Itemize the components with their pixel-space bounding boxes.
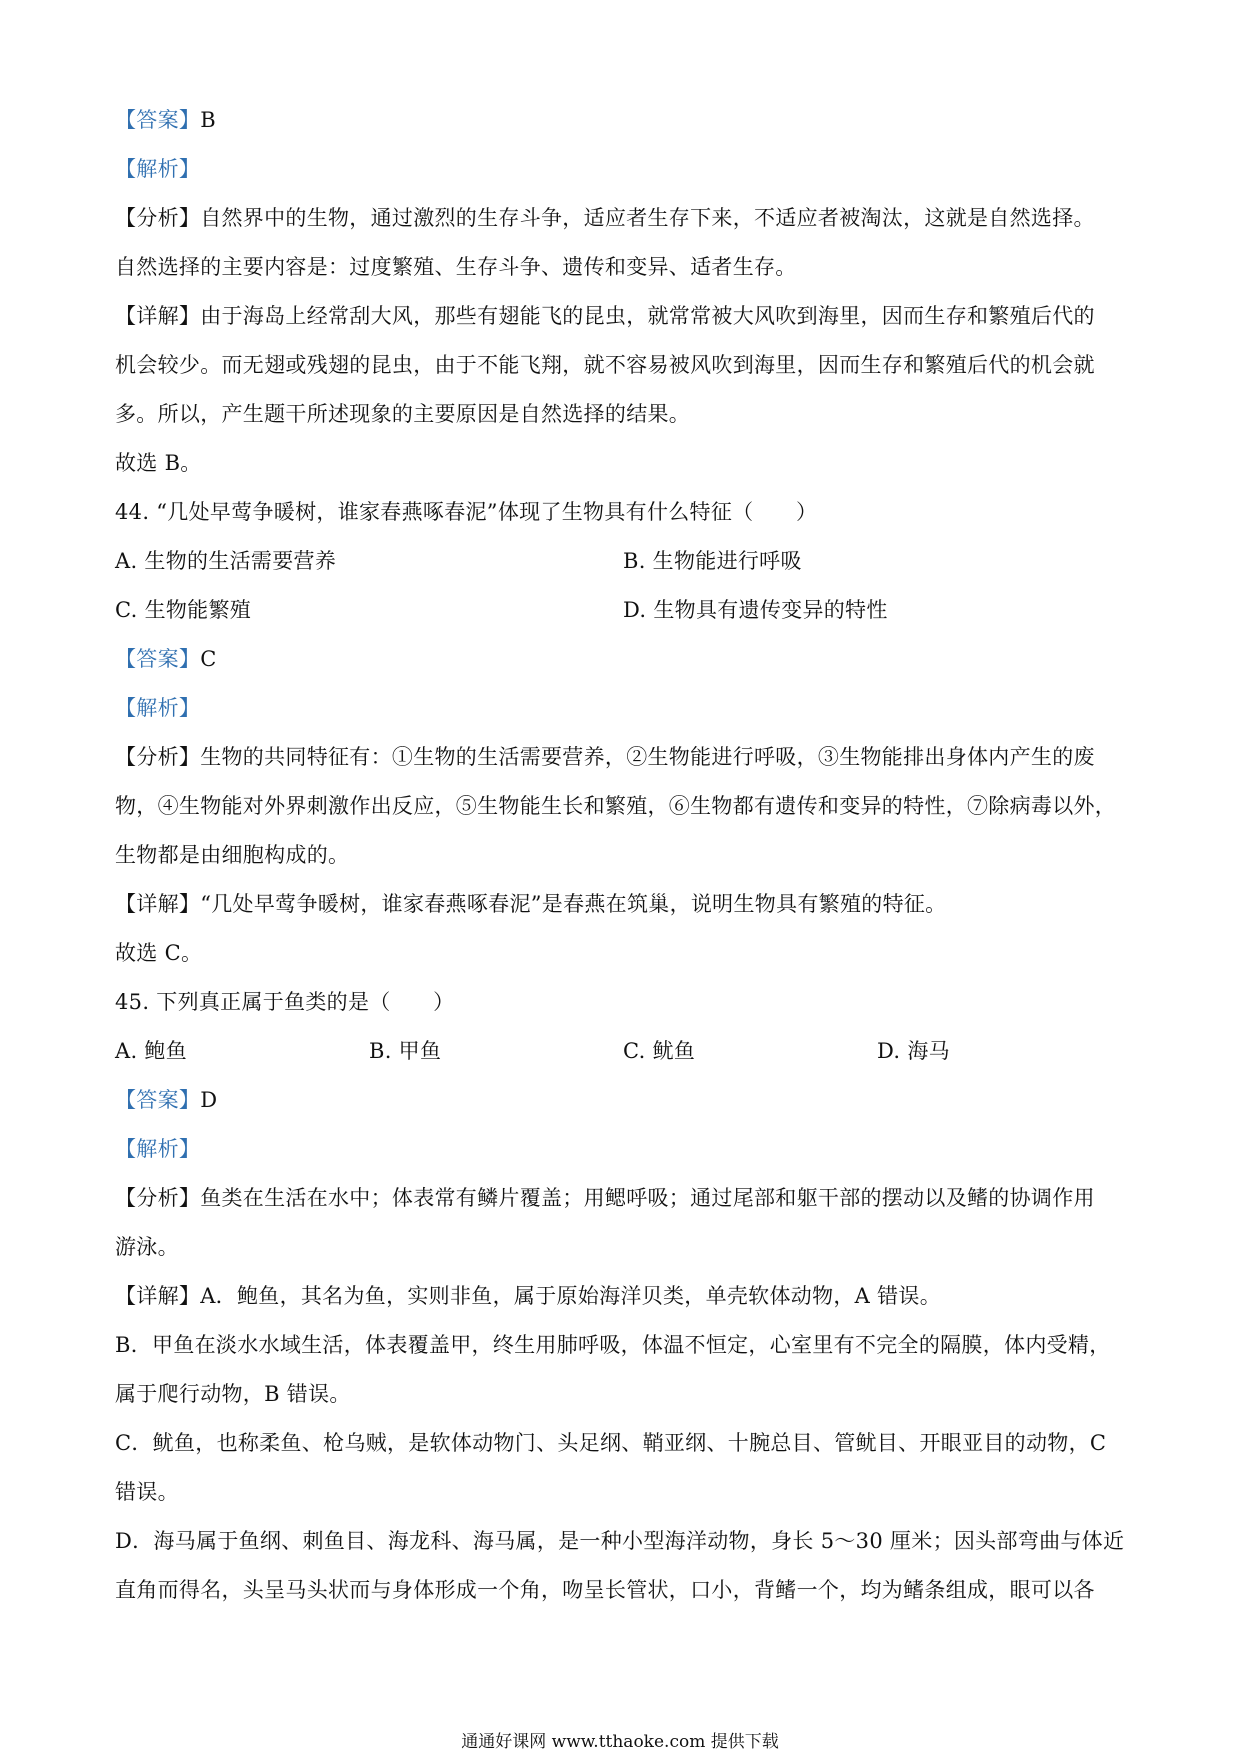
section-tag: 【详解】 <box>115 1284 201 1308</box>
section-tag: 【详解】 <box>115 304 201 328</box>
answer-option: D. 生物具有遗传变异的特性 <box>623 598 888 622</box>
tagged-line <box>115 1174 1135 1223</box>
tagged-line <box>115 145 1135 194</box>
section-tag: 【答案】 <box>115 647 201 671</box>
text-line: 机会较少。而无翅或残翅的昆虫，由于不能飞翔，就不容易被风吹到海里，因而生存和繁殖后代的机会就 <box>115 353 1095 377</box>
answer-option: A. 生物的生活需要营养 <box>115 549 337 573</box>
text-line: C．鱿鱼，也称柔鱼、枪乌贼，是软体动物门、头足纲、鞘亚纲、十腕总目、管鱿目、开眼亚目的动物，C <box>115 1431 1107 1455</box>
line-text: B <box>200 108 216 132</box>
text-line: D．海马属于鱼纲、刺鱼目、海龙科、海马属，是一种小型海洋动物，身长 5～30 厘米；因头部弯曲与体近 <box>115 1529 1125 1553</box>
line-text: 生物的共同特征有：①生物的生活需要营养，②生物能进行呼吸，③生物能排出身体内产生的废 <box>200 745 1095 769</box>
document-body <box>115 96 1135 1615</box>
text-line: B．甲鱼在淡水水域生活，体表覆盖甲，终生用肺呼吸，体温不恒定，心室里有不完全的隔膜，体内受精， <box>115 1333 1111 1357</box>
line-text: C <box>200 647 217 671</box>
section-tag: 【答案】 <box>115 108 201 132</box>
section-tag: 【解析】 <box>115 157 201 181</box>
line-text: A．鲍鱼，其名为鱼，实则非鱼，属于原始海洋贝类，单壳软体动物，A 错误。 <box>200 1284 942 1308</box>
option-row <box>115 1027 1135 1076</box>
tagged-line <box>115 1272 1135 1321</box>
line-text: 由于海岛上经常刮大风，那些有翅能飞的昆虫，就常常被大风吹到海里，因而生存和繁殖后代的 <box>200 304 1095 328</box>
text-line: 故选 C。 <box>115 941 203 965</box>
tagged-line <box>115 635 1135 684</box>
tagged-line <box>115 194 1135 243</box>
answer-option: C. 生物能繁殖 <box>115 598 252 622</box>
section-tag: 【分析】 <box>115 745 201 769</box>
page-footer: 通通好课网 www.tthaoke.com 提供下载 <box>461 1732 779 1752</box>
section-tag: 【解析】 <box>115 696 201 720</box>
text-line: 多。所以，产生题干所述现象的主要原因是自然选择的结果。 <box>115 402 691 426</box>
answer-option: B. 甲鱼 <box>369 1039 442 1063</box>
section-tag: 【解析】 <box>115 1137 201 1161</box>
answer-option: A. 鲍鱼 <box>115 1039 188 1063</box>
answer-option: B. 生物能进行呼吸 <box>623 549 802 573</box>
tagged-line <box>115 96 1135 145</box>
text-line: 游泳。 <box>115 1235 179 1259</box>
text-line: 45. 下列真正属于鱼类的是（ ） <box>115 990 455 1014</box>
tagged-line <box>115 733 1135 782</box>
text-line: 属于爬行动物，B 错误。 <box>115 1382 351 1406</box>
section-tag: 【分析】 <box>115 206 201 230</box>
tagged-line <box>115 684 1135 733</box>
line-text: “几处早莺争暖树，谁家春燕啄春泥”是春燕在筑巢，说明生物具有繁殖的特征。 <box>200 892 947 916</box>
tagged-line <box>115 1076 1135 1125</box>
option-row <box>115 586 1135 635</box>
line-text: 自然界中的生物，通过激烈的生存斗争，适应者生存下来，不适应者被淘汰，这就是自然选择。 <box>200 206 1095 230</box>
answer-option: C. 鱿鱼 <box>623 1039 696 1063</box>
line-text: 鱼类在生活在水中；体表常有鳞片覆盖；用鳃呼吸；通过尾部和躯干部的摆动以及鳍的协调作用 <box>200 1186 1095 1210</box>
text-line: 物，④生物能对外界刺激作出反应，⑤生物能生长和繁殖，⑥生物都有遗传和变异的特性，⑦除病毒以外， <box>115 794 1117 818</box>
option-row <box>115 537 1135 586</box>
tagged-line <box>115 292 1135 341</box>
text-line: 44. “几处早莺争暖树，谁家春燕啄春泥”体现了生物具有什么特征（ ） <box>115 500 818 524</box>
answer-option: D. 海马 <box>877 1039 950 1063</box>
section-tag: 【答案】 <box>115 1088 201 1112</box>
text-line: 自然选择的主要内容是：过度繁殖、生存斗争、遗传和变异、适者生存。 <box>115 255 797 279</box>
text-line: 故选 B。 <box>115 451 202 475</box>
section-tag: 【分析】 <box>115 1186 201 1210</box>
tagged-line <box>115 1125 1135 1174</box>
text-line: 错误。 <box>115 1480 179 1504</box>
section-tag: 【详解】 <box>115 892 201 916</box>
line-text: D <box>200 1088 218 1112</box>
tagged-line <box>115 880 1135 929</box>
text-line: 生物都是由细胞构成的。 <box>115 843 350 867</box>
text-line: 直角而得名，头呈马头状而与身体形成一个角，吻呈长管状，口小，背鳍一个，均为鳍条组成，眼可以各 <box>115 1578 1095 1602</box>
